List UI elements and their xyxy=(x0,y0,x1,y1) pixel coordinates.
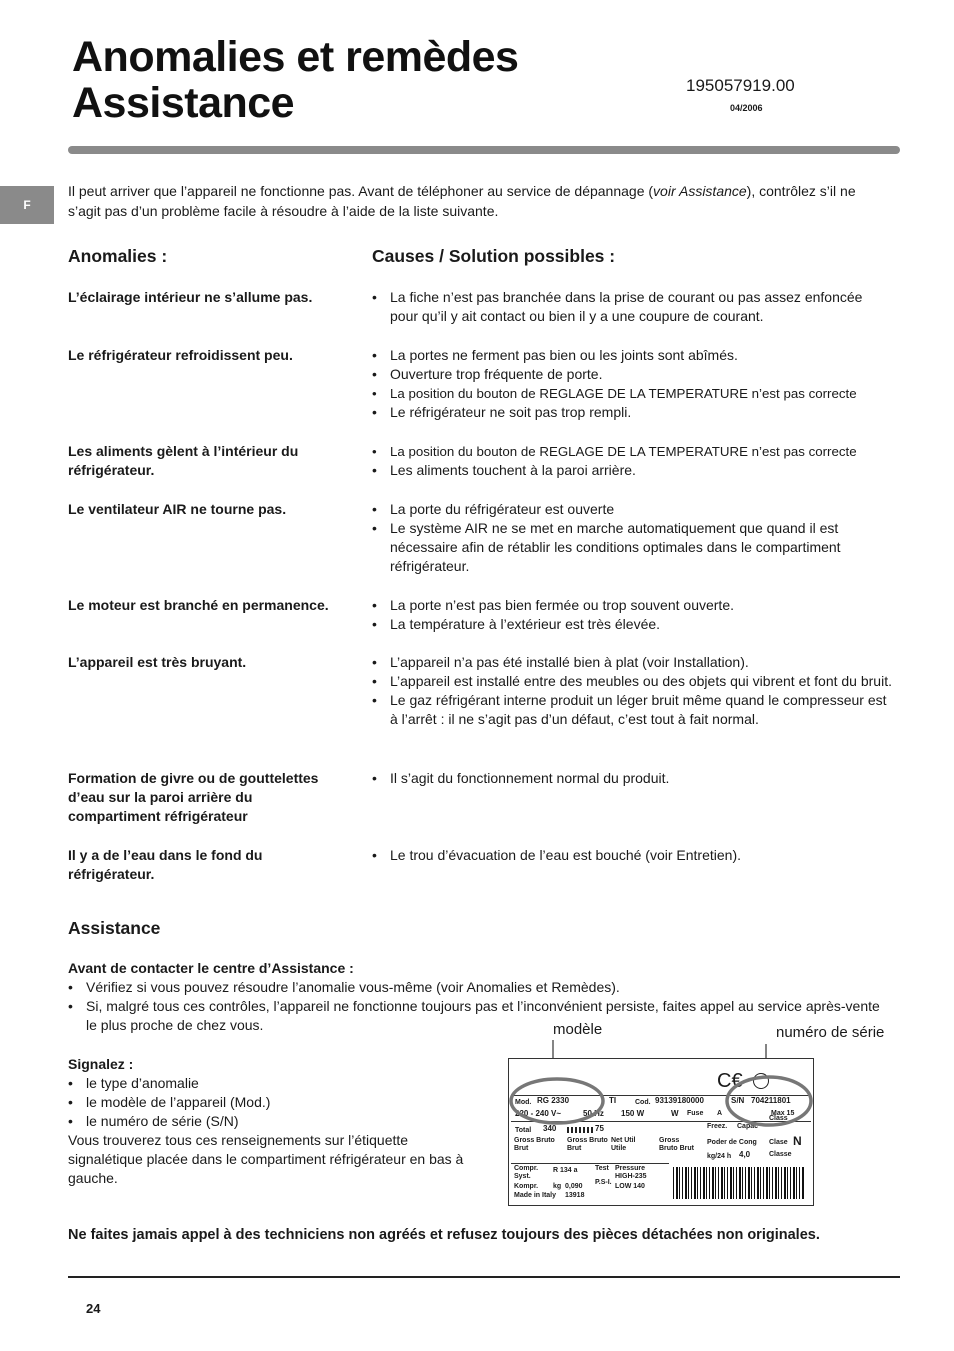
label-watt: 150 W xyxy=(621,1109,645,1118)
label-kompr: Kompr. xyxy=(514,1183,539,1190)
label-high: HIGH-235 xyxy=(615,1173,647,1180)
label-total: Total xyxy=(515,1127,532,1134)
label-test: Test xyxy=(595,1165,609,1172)
label-compr: Compr. Syst. xyxy=(514,1165,539,1180)
label-freez: Freez. xyxy=(707,1123,728,1130)
before-contact-heading: Avant de contacter le centre d’Assistance : xyxy=(68,960,354,976)
label-made-code: 13918 xyxy=(565,1192,585,1199)
causes-4 xyxy=(372,500,892,576)
signal-list xyxy=(68,1074,270,1131)
label-kg: kg xyxy=(553,1183,562,1190)
doc-number: 195057919.00 xyxy=(686,76,795,95)
cause-item: • La position du bouton de REGLAGE DE LA TEMPERATURE n’est pas correcte xyxy=(372,442,892,461)
label-amp: A xyxy=(717,1110,723,1117)
label-highlight-circles xyxy=(509,1059,813,1205)
label-gross-1: Gross Bruto Brut xyxy=(514,1137,555,1152)
cause-item: • L’appareil n’a pas été installé bien à plat (voir Installation). xyxy=(372,653,892,672)
label-mod-value: RG 2330 xyxy=(537,1096,570,1105)
intro-link-assistance: voir Assistance xyxy=(653,183,747,199)
callout-model: modèle xyxy=(553,1021,603,1038)
anomalies-heading: Anomalies : xyxy=(68,246,168,266)
cause-item: • Le réfrigérateur ne soit pas trop rempli. xyxy=(372,403,892,422)
label-voltage: 220 - 240 V~ xyxy=(515,1109,562,1118)
causes-6 xyxy=(372,653,892,729)
signal-item: • le type d’anomalie xyxy=(68,1074,270,1093)
label-hz: 50 Hz xyxy=(583,1109,604,1118)
cause-item: • Ouverture trop fréquente de porte. xyxy=(372,365,892,384)
callout-serial: numéro de série xyxy=(776,1024,885,1041)
label-max: Max 15 xyxy=(771,1110,795,1117)
label-kg-value: 4,0 xyxy=(739,1150,751,1159)
problem-6: L’appareil est très bruyant. xyxy=(68,654,247,670)
label-cod: Cod. xyxy=(635,1099,651,1106)
cause-item: • Le système AIR ne se met en marche automatiquement que quand il est nécessaire afin de rétablir les conditions optimales dans le compartiment réfrigérateur. xyxy=(372,519,892,576)
intro-text-after: ), contrôlez s’il ne s’agit pas d’un problème facile à résoudre à l’aide de la liste suivante. xyxy=(68,183,856,219)
assistance-item: • Vérifiez si vous pouvez résoudre l’anomalie vous-même (voir Anomalies et Remèdes). xyxy=(68,978,898,997)
causes-5 xyxy=(372,596,892,634)
causes-3 xyxy=(372,442,892,480)
label-total-value: 340 xyxy=(543,1124,557,1133)
label-kg24h: kg/24 h xyxy=(707,1153,732,1160)
serial-highlight-circle xyxy=(727,1077,811,1125)
label-low: LOW 140 xyxy=(615,1183,645,1190)
label-75: 75 xyxy=(595,1124,604,1133)
signal-heading: Signalez : xyxy=(68,1056,134,1072)
causes-1 xyxy=(372,288,892,326)
warning-text: Ne faites jamais appel à des techniciens non agréés et refusez toujours des pièces détachées non originales. xyxy=(68,1227,820,1243)
cause-item: • La position du bouton de REGLAGE DE LA TEMPERATURE n’est pas correcte xyxy=(372,384,892,403)
label-ti: TI xyxy=(609,1096,617,1105)
problem-8: Il y a de l’eau dans le fond du réfrigérateur. xyxy=(68,847,263,882)
assistance-item: • Si, malgré tous ces contrôles, l’appareil ne fonctionne toujours pas et l’inconvénient persiste, faites appel au service après-vente le plus proche de chez vous. xyxy=(68,997,886,1035)
footer-rule xyxy=(68,1276,900,1278)
cause-item: • La porte n’est pas bien fermée ou trop souvent ouverte. xyxy=(372,596,892,615)
label-sn: S/N xyxy=(731,1096,745,1105)
intro-paragraph xyxy=(68,181,858,221)
cause-item: • La portes ne ferment pas bien ou les joints sont abîmés. xyxy=(372,346,892,365)
label-poder: Poder de Cong xyxy=(707,1139,757,1146)
assistance-heading: Assistance xyxy=(68,918,161,938)
language-tab: F xyxy=(0,186,54,224)
rating-label xyxy=(508,1058,814,1206)
causes-8 xyxy=(372,846,892,865)
causes-heading: Causes / Solution possibles : xyxy=(372,246,616,266)
label-sn-value: 704211801 xyxy=(751,1096,791,1105)
label-capac: Capac xyxy=(737,1123,759,1130)
cause-item: • La température à l’extérieur est très élevée. xyxy=(372,615,892,634)
label-pressure: Pressure xyxy=(615,1165,645,1172)
page-title-line1: Anomalies et remèdes xyxy=(72,33,519,81)
label-class: Class xyxy=(769,1115,788,1122)
signal-item: • le numéro de série (S/N) xyxy=(68,1112,270,1131)
ce-mark-logo: C€ xyxy=(717,1070,743,1092)
doc-date: 04/2006 xyxy=(730,103,763,113)
cause-item: • Il s’agit du fonctionnement normal du produit. xyxy=(372,769,892,788)
problem-7: Formation de givre ou de gouttelettes d’eau sur la paroi arrière du compartiment réfrigérateur xyxy=(68,770,319,824)
label-kg2-value: 0,090 xyxy=(565,1183,583,1190)
label-psi: P.S-I. xyxy=(595,1179,612,1186)
causes-2 xyxy=(372,346,892,422)
label-gross-3: Gross Bruto Brut xyxy=(659,1137,694,1152)
page-title xyxy=(72,34,518,126)
page-title-line2: Assistance xyxy=(72,79,295,127)
problem-4: Le ventilateur AIR ne tourne pas. xyxy=(68,501,287,517)
label-clase: Clase xyxy=(769,1139,788,1146)
page-number: 24 xyxy=(86,1301,101,1316)
label-classe: Classe xyxy=(769,1151,792,1158)
label-r134a: R 134 a xyxy=(553,1167,578,1174)
signal-paragraph: Vous trouverez tous ces renseignements sur l’étiquette signalétique placée dans le compartiment réfrigérateur en bas à gauche. xyxy=(68,1132,464,1186)
problem-3: Les aliments gèlent à l’intérieur du réfrigérateur. xyxy=(68,443,299,478)
intro-text-before: Il peut arriver que l’appareil ne fonctionne pas. Avant de téléphoner au service de dépannage ( xyxy=(68,183,654,199)
problem-1: L’éclairage intérieur ne s’allume pas. xyxy=(68,289,313,305)
label-cod-value: 93139180000 xyxy=(655,1096,704,1105)
cause-item: • Le gaz réfrigérant interne produit un léger bruit même quand le compresseur est à l’arrêt : il ne s’agit pas d’un défaut, c’est tout à fait normal. xyxy=(372,691,892,729)
label-mod: Mod. xyxy=(515,1099,532,1106)
label-clase-value: N xyxy=(793,1134,802,1148)
cause-item: • La fiche n’est pas branchée dans la prise de courant ou pas assez enfoncée pour qu’il y ait contact ou bien il y a une coupure de courant. xyxy=(372,288,892,326)
header-rule xyxy=(68,146,900,154)
cause-item: • Les aliments touchent à la paroi arrière. xyxy=(372,461,892,480)
model-highlight-circle xyxy=(511,1079,603,1123)
label-fuse: Fuse xyxy=(687,1110,704,1117)
problem-5: Le moteur est branché en permanence. xyxy=(68,597,329,613)
label-made: Made in Italy xyxy=(514,1192,557,1199)
label-w2: W xyxy=(671,1109,679,1118)
signal-item: • le modèle de l’appareil (Mod.) xyxy=(68,1093,270,1112)
cause-item: • La porte du réfrigérateur est ouverte xyxy=(372,500,892,519)
causes-7 xyxy=(372,769,892,788)
cause-item: • L’appareil est installé entre des meubles ou des objets qui vibrent et font du bruit. xyxy=(372,672,892,691)
label-gross-2: Gross Bruto Brut xyxy=(567,1137,608,1152)
label-net: Net Util Utile xyxy=(611,1137,636,1152)
cause-item: • Le trou d’évacuation de l’eau est bouché (voir Entretien). xyxy=(372,846,892,865)
problem-2: Le réfrigérateur refroidissent peu. xyxy=(68,347,293,363)
assistance-list xyxy=(68,978,898,1035)
